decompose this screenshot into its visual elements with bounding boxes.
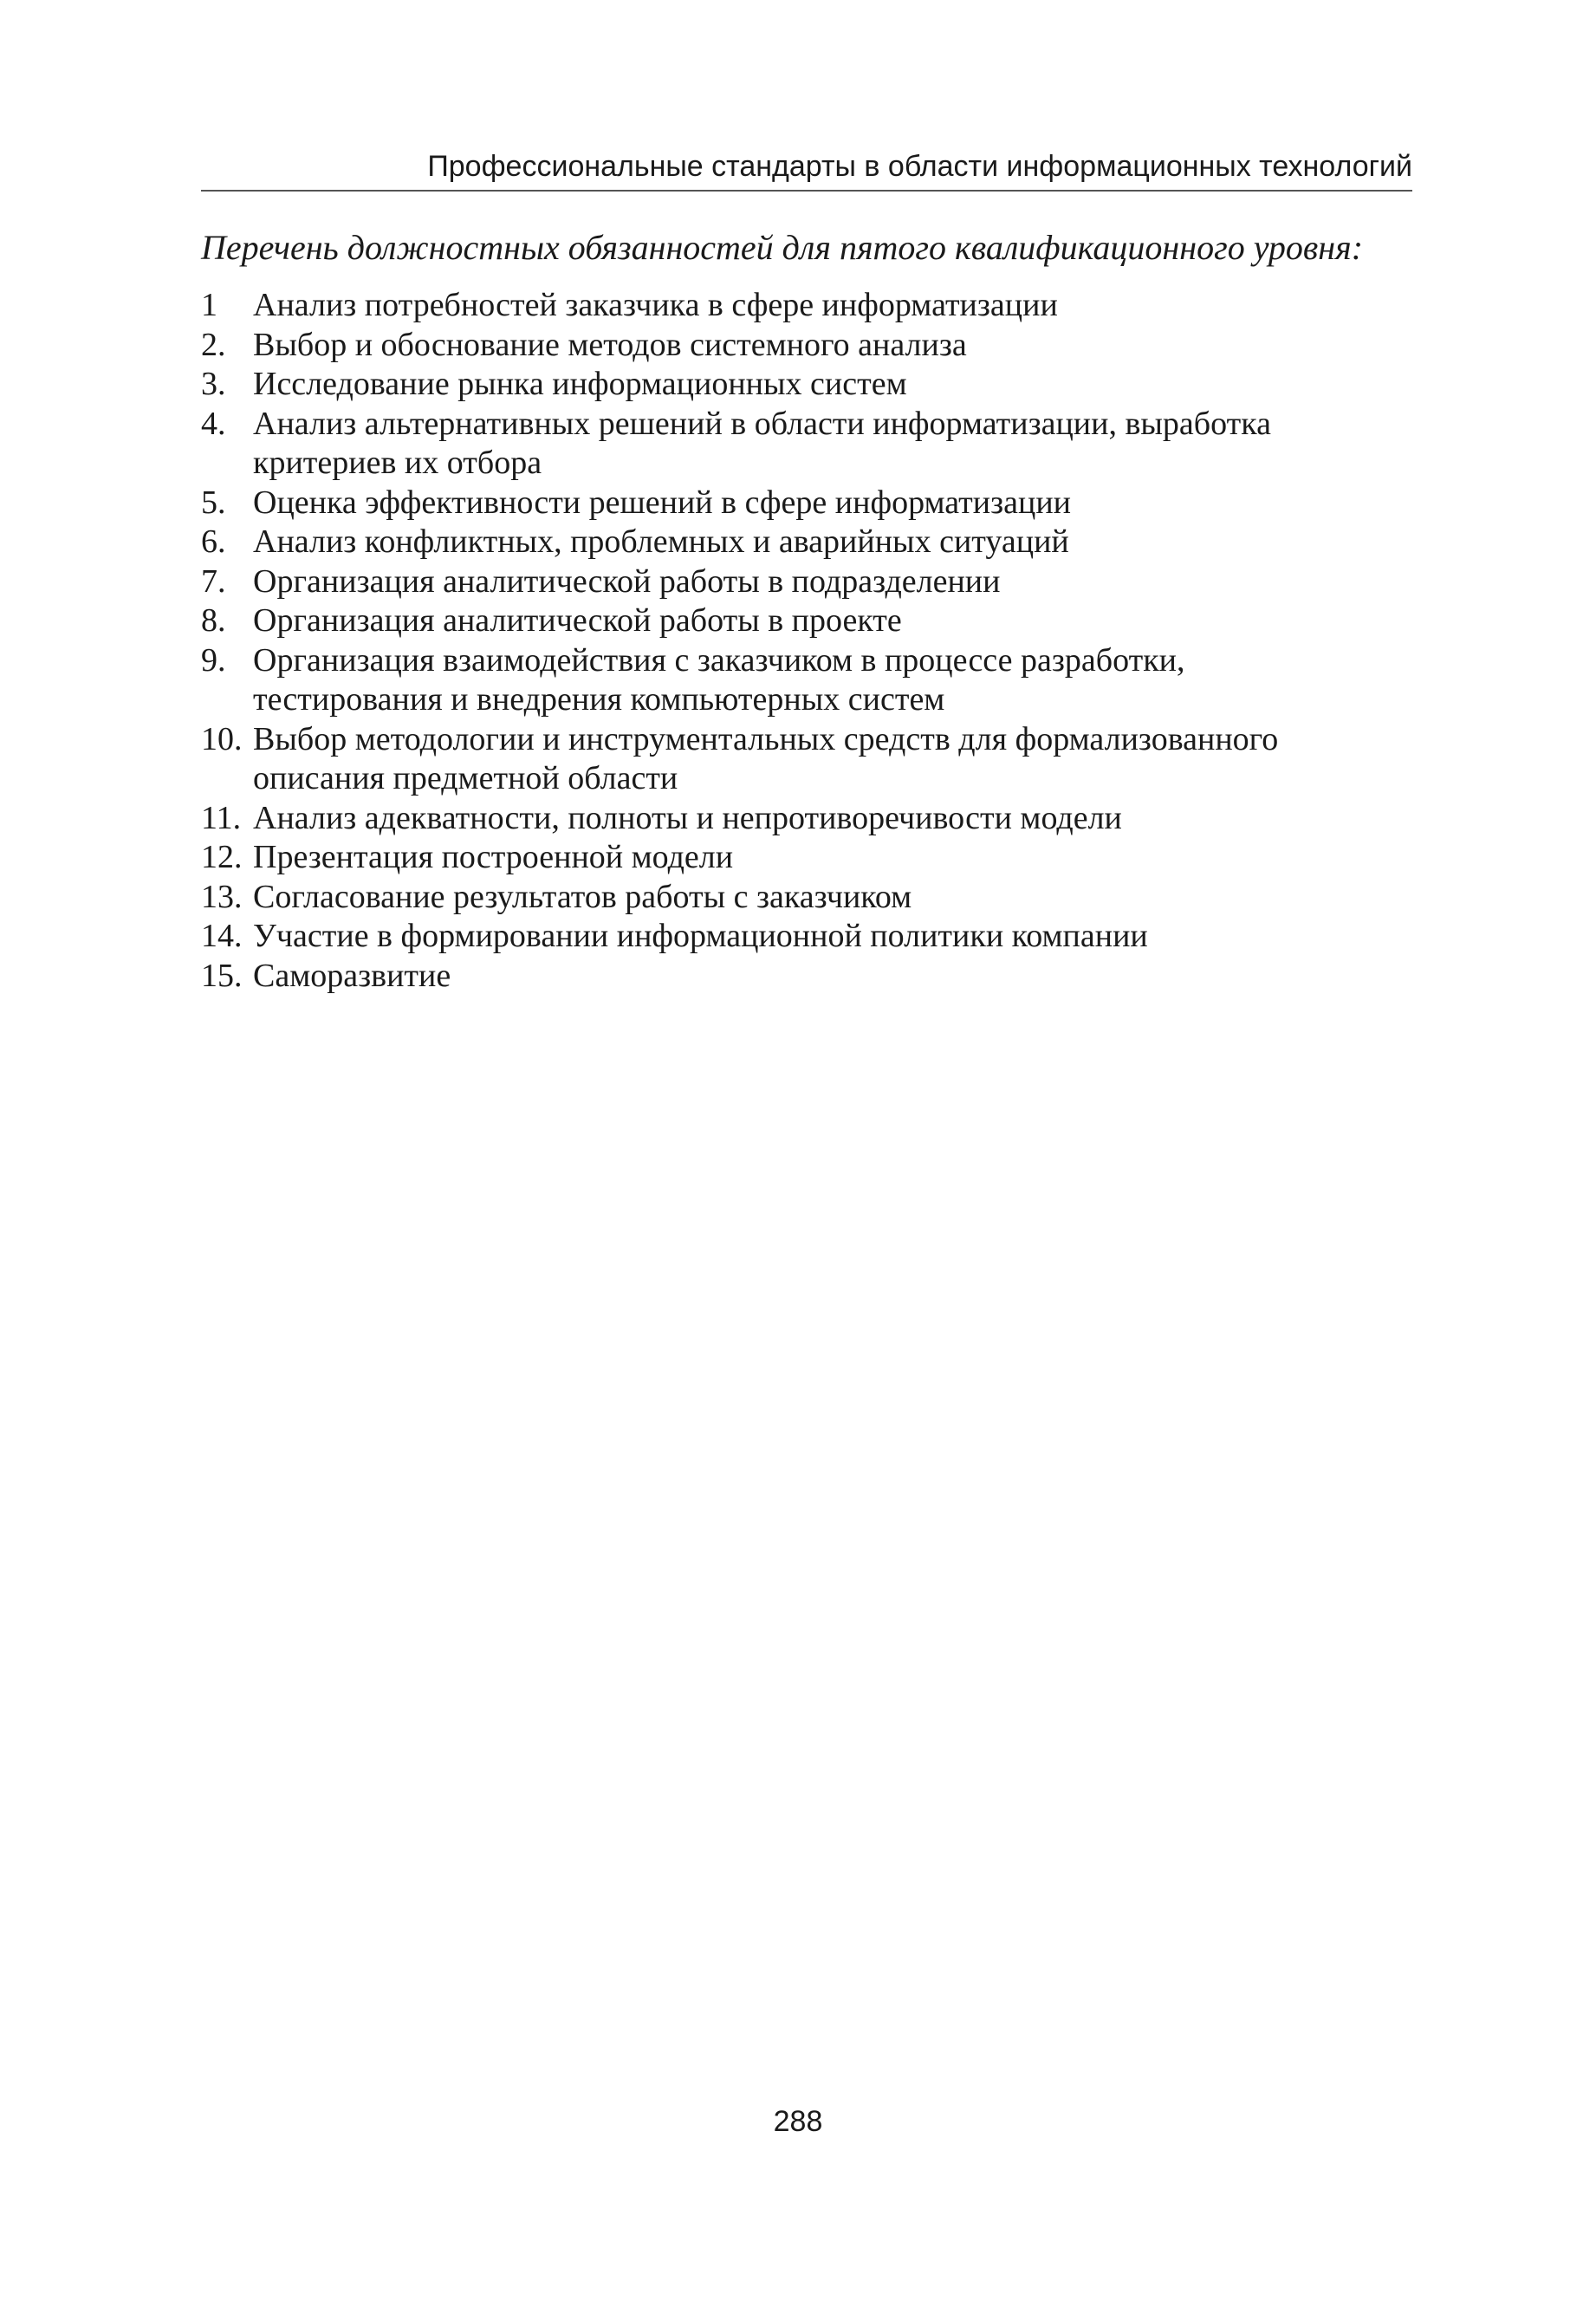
list-item-number: 4. [201, 405, 226, 442]
list-item-text: Согласование результатов работы с заказчиком [253, 878, 912, 915]
list-item-number: 2. [201, 326, 226, 363]
running-header: Профессиональные стандарты в области информационных технологий [427, 150, 1412, 183]
list-item-text: Анализ адекватности, полноты и непротиворечивости модели [253, 799, 1122, 836]
list-item-number: 14. [201, 918, 243, 954]
list-item [201, 641, 1431, 720]
list-item-number: 3. [201, 366, 226, 402]
list-item-text: Презентация построенной модели [253, 839, 734, 875]
list-item-number: 10. [201, 720, 243, 757]
list-item [201, 562, 1431, 602]
list-item-number: 9. [201, 641, 226, 679]
list-item-text: Выбор и обоснование методов системного анализа [253, 326, 967, 363]
duties-list [201, 286, 1431, 996]
list-item [201, 878, 1431, 918]
list-item-text: Анализ потребностей заказчика в сфере информатизации [253, 287, 1058, 323]
list-item-number: 8. [201, 602, 226, 639]
list-item [201, 957, 1431, 997]
list-item-number: 6. [201, 523, 226, 560]
section-title: Перечень должностных обязанностей для пятого квалификационного уровня: [201, 228, 1364, 267]
list-item-text: Организация аналитической работы в подразделении [253, 562, 1001, 600]
list-item-text: Выбор методологии и инструментальных средств для формализованного описания предметной области [253, 720, 1279, 796]
list-item-text: Организация взаимодействия с заказчиком в процессе разработки, тестирования и внедрения компьютерных систем [253, 641, 1185, 718]
list-item-number: 7. [201, 562, 226, 600]
list-item-text: Саморазвитие [253, 957, 451, 994]
list-item-number: 5. [201, 484, 226, 521]
header-divider [201, 190, 1412, 192]
list-item [201, 405, 1431, 484]
list-item-text: Анализ альтернативных решений в области информатизации, выработка критериев их отбора [253, 405, 1271, 481]
list-item-text: Анализ конфликтных, проблемных и аварийных ситуаций [253, 523, 1069, 560]
list-item-text: Исследование рынка информационных систем [253, 366, 907, 402]
list-item [201, 720, 1431, 799]
page-number: 288 [773, 2105, 823, 2138]
list-item-number: 12. [201, 839, 243, 875]
list-item [201, 601, 1431, 641]
list-item [201, 286, 1431, 326]
list-item [201, 523, 1431, 562]
list-item-text: Организация аналитической работы в проекте [253, 602, 902, 639]
list-item-number: 1 [201, 287, 217, 323]
list-item [201, 799, 1431, 839]
list-item [201, 838, 1431, 878]
list-item [201, 326, 1431, 366]
list-item [201, 484, 1431, 523]
list-item [201, 365, 1431, 405]
list-item-number: 15. [201, 957, 243, 994]
list-item [201, 917, 1431, 957]
list-item-text: Оценка эффективности решений в сфере информатизации [253, 484, 1071, 521]
list-item-text: Участие в формировании информационной политики компании [253, 918, 1148, 954]
list-item-number: 13. [201, 878, 243, 915]
list-item-number: 11. [201, 799, 242, 836]
